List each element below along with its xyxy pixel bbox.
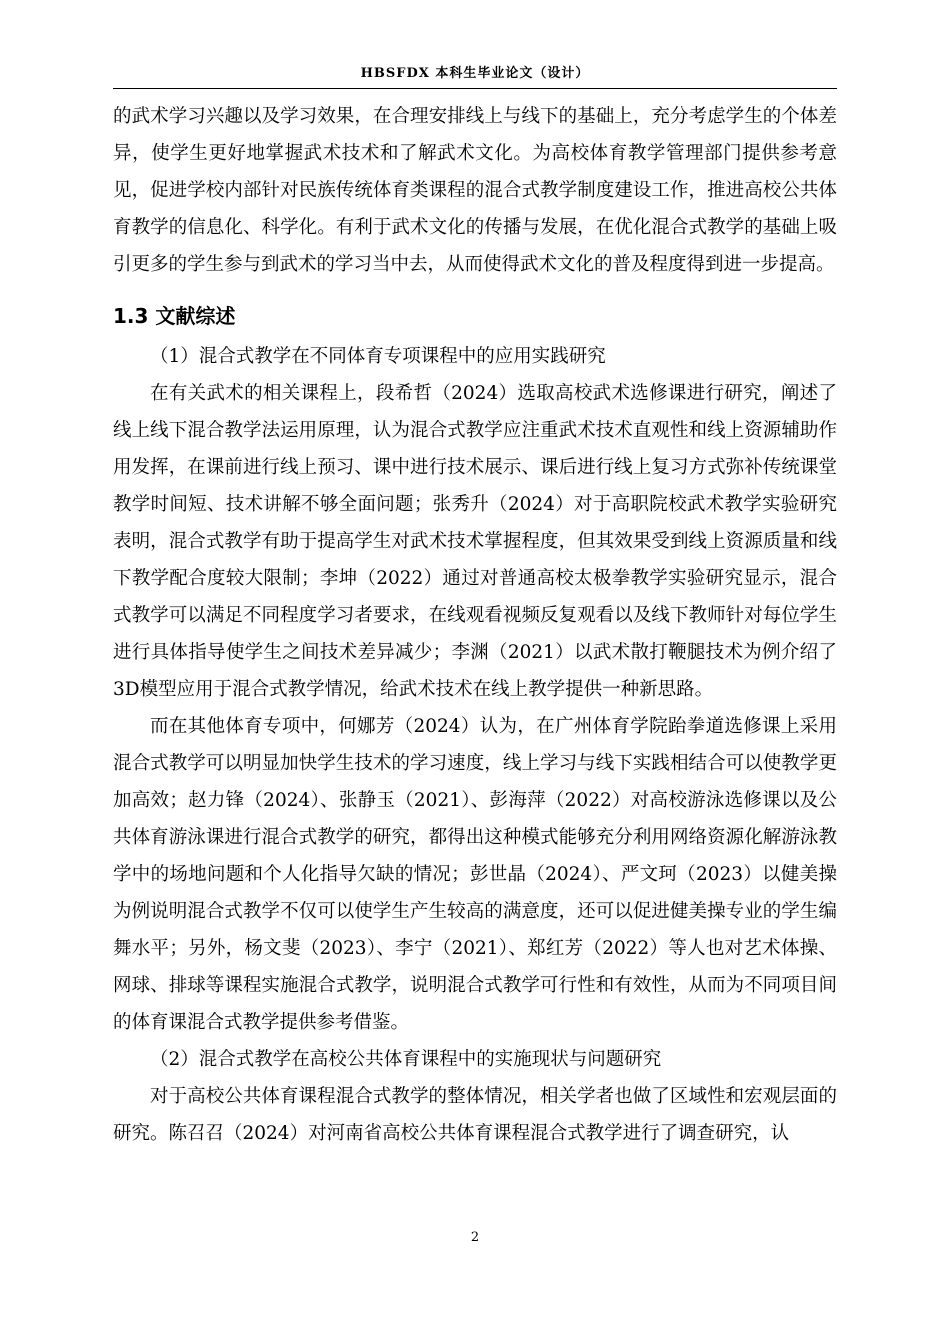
subsection-heading-2: （2）混合式教学在高校公共体育课程中的实施现状与问题研究 [150, 1049, 662, 1070]
page-body [113, 98, 837, 1152]
paragraph-wushu: 在有关武术的相关课程上，段希哲（2024）选取高校武术选修课进行研究，阐述了线上线下混合教学法运用原理，认为混合式教学应注重武术技术直观性和线上资源辅助作用发挥，在课前进行线上预习、课中进行技术展示、课后进行线上复习方式弥补传统课堂教学时间短、技术讲解不够全面问题；张秀升（2024）对于高职院校武术教学实验研究表明，混合式教学有助于提高学生对武术技术掌握程度，但其效果受到线上资源质量和线下教学配合度较大限制；李坤（2022）通过对普通高校太极拳教学实验研究显示，混合式教学可以满足不同程度学习者要求，在线观看视频反复观看以及线下教师针对每位学生进行具体指导使学生之间技术差异减少；李渊（2021）以武术散打鞭腿技术为例介绍了3D模型应用于混合式教学情况，给武术技术在线上教学提供一种新思路。 [113, 383, 837, 700]
subsection-heading-1: （1）混合式教学在不同体育专项课程中的应用实践研究 [150, 346, 606, 367]
paragraph-continuation: 的武术学习兴趣以及学习效果，在合理安排线上与线下的基础上，充分考虑学生的个体差异，使学生更好地掌握武术技术和了解武术文化。为高校体育教学管理部门提供参考意见，促进学校内部针对民族传统体育类课程的混合式教学制度建设工作，推进高校公共体育教学的信息化、科学化。有利于武术文化的传播与发展，在优化混合式教学的基础上吸引更多的学生参与到武术的学习当中去，从而使得武术文化的普及程度得到进一步提高。 [113, 106, 837, 275]
paragraph-other-sports: 而在其他体育专项中，何娜芳（2024）认为，在广州体育学院跆拳道选修课上采用混合式教学可以明显加快学生技术的学习速度，线上学习与线下实践相结合可以使教学更加高效；赵力锋（2024）、张静玉（2021）、彭海萍（2022）对高校游泳选修课以及公共体育游泳课进行混合式教学的研究，都得出这种模式能够充分利用网络资源化解游泳教学中的场地问题和个人化指导欠缺的情况；彭世晶（2024）、严文珂（2023）以健美操为例说明混合式教学不仅可以使学生产生较高的满意度，还可以促进健美操专业的学生编舞水平；另外，杨文斐（2023）、李宁（2021）、郑红芳（2022）等人也对艺术体操、网球、排球等课程实施混合式教学，说明混合式教学可行性和有效性，从而为不同项目间的体育课混合式教学提供参考借鉴。 [113, 716, 837, 1033]
paragraph-public-pe: 对于高校公共体育课程混合式教学的整体情况，相关学者也做了区域性和宏观层面的研究。陈召召（2024）对河南省高校公共体育课程混合式教学进行了调查研究，认 [113, 1086, 837, 1144]
page-number: 2 [470, 1230, 480, 1245]
section-heading: 1.3 文献综述 [113, 304, 236, 328]
running-header: HBSFDX 本科生毕业论文（设计） [360, 66, 590, 81]
header-rule [113, 88, 837, 89]
